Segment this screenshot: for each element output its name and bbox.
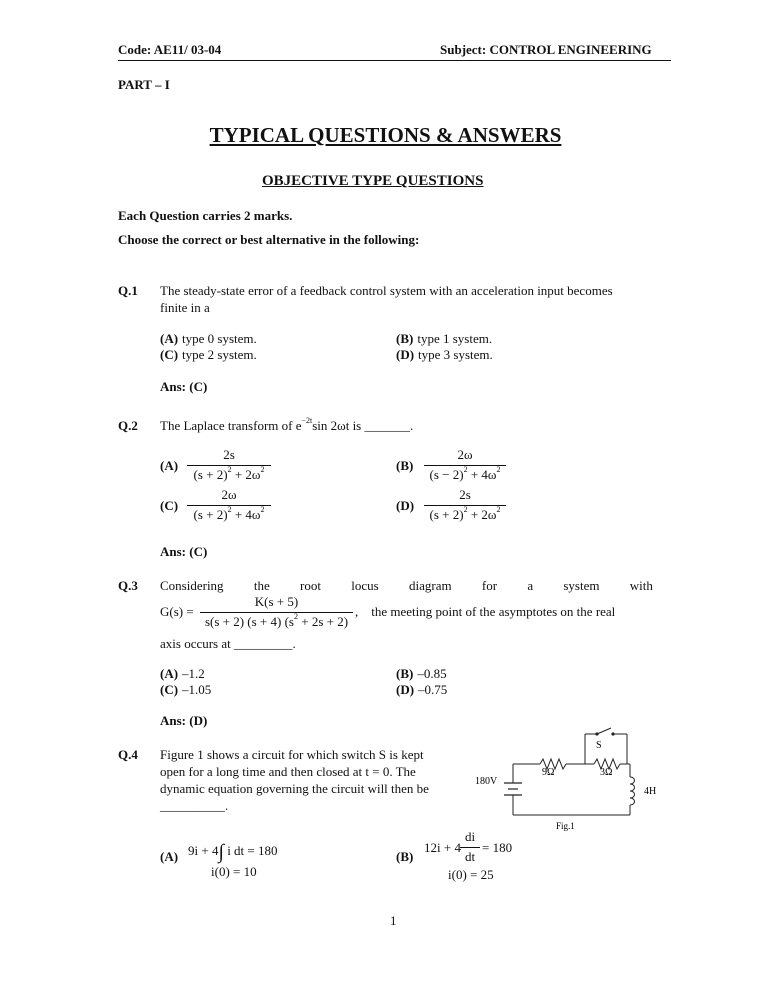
header-code: Code: AE11/ 03-04 xyxy=(118,42,222,57)
q3-text-line1: Considering the root locus diagram for a system with xyxy=(160,578,653,593)
q1-text-line2: finite in a xyxy=(160,300,210,315)
q4-option-b-initial: i(0) = 25 xyxy=(448,867,494,882)
q4-option-b-derivative: di dt xyxy=(460,829,480,865)
q3-text-line3: axis occurs at _________. xyxy=(160,636,296,651)
q2-option-b-fraction: 2ω $(s - 2)^2 + 4\omega^2$ xyxy=(424,447,506,483)
q4-option-b-post: = 180 xyxy=(482,840,513,855)
q2-option-a-fraction: 2s $(s + 2)^2 + 2\omega^2$ xyxy=(187,447,271,483)
header-rule xyxy=(118,60,671,61)
q1-text-line1: The steady-state error of a feedback control system with an acceleration input becomes xyxy=(160,283,613,298)
page-title: TYPICAL QUESTIONS & ANSWERS xyxy=(209,123,562,147)
integral-sign: ∫ xyxy=(218,841,224,863)
page-subtitle: OBJECTIVE TYPE QUESTIONS xyxy=(262,173,484,189)
q3-text-line2: , the meeting point of the asymptotes on the real xyxy=(355,604,616,619)
q3-number: Q.3 xyxy=(118,578,138,593)
q2-option-c-fraction: 2ω $(s + 2)^2 + 4\omega^2$ xyxy=(187,487,271,523)
source-label: 180V xyxy=(475,776,498,787)
q3-option-c: (C) –1.05 xyxy=(160,682,212,697)
instruction-choose: Choose the correct or best alternative in the following: xyxy=(118,232,420,247)
q4-option-b-pre: 12i + 4 xyxy=(424,840,461,855)
figure-caption: Fig.1 xyxy=(556,821,575,831)
q2-number: Q.2 xyxy=(118,418,138,433)
q1-option-d: (D) type 3 system. xyxy=(396,347,493,362)
q2-option-c-label: (C) xyxy=(160,498,179,513)
q4-text-line2: open for a long time and then closed at t = 0. The xyxy=(160,764,416,779)
q3-option-b: (B) –0.85 xyxy=(396,666,447,681)
r2-label: 3Ω xyxy=(600,767,613,778)
q2-answer: Ans: (C) xyxy=(160,544,208,559)
q1-option-a: (A) type 0 system. xyxy=(160,331,257,346)
q1-answer: Ans: (C) xyxy=(160,379,208,394)
q4-text-line4: __________. xyxy=(160,798,229,813)
q1-option-c: (C) type 2 system. xyxy=(160,347,257,362)
q3-g-fraction: K(s + 5) s(s + 2) (s + 4) $(s^2 + 2s + 2)$ xyxy=(200,594,353,630)
circuit-figure xyxy=(470,722,670,832)
header-subject: Subject: CONTROL ENGINEERING xyxy=(440,42,652,57)
q4-text-line1: Figure 1 shows a circuit for which switch S is kept xyxy=(160,747,424,762)
q2-text: The Laplace transform of $e^{-2t}\sin$ 2ωt is _______. xyxy=(160,416,414,433)
r1-label: 9Ω xyxy=(542,767,555,778)
q3-g-lhs: G(s) = xyxy=(160,604,194,619)
q2-option-b-label: (B) xyxy=(396,458,414,473)
inductor-4h xyxy=(630,777,635,805)
switch-s xyxy=(597,728,611,734)
q4-option-a-equation: 9i + 4∫ i dt = 180 xyxy=(188,841,278,863)
q3-answer: Ans: (D) xyxy=(160,713,208,728)
instruction-marks: Each Question carries 2 marks. xyxy=(118,208,293,223)
q4-option-b-label: (B) xyxy=(396,849,414,864)
q4-option-a-initial: i(0) = 10 xyxy=(211,864,257,879)
q2-option-d-label: (D) xyxy=(396,498,415,513)
q3-option-a: (A) –1.2 xyxy=(160,666,205,681)
q4-number: Q.4 xyxy=(118,747,138,762)
part-label: PART – I xyxy=(118,77,170,92)
switch-label: S xyxy=(596,740,602,751)
q4-option-a-label: (A) xyxy=(160,849,179,864)
q2-option-d-fraction: 2s $(s + 2)^2 + 2\omega^2$ xyxy=(424,487,506,523)
q1-number: Q.1 xyxy=(118,283,138,298)
q4-text-line3: dynamic equation governing the circuit will then be xyxy=(160,781,429,796)
q1-option-b: (B) type 1 system. xyxy=(396,331,493,346)
q3-option-d: (D) –0.75 xyxy=(396,682,448,697)
page-number: 1 xyxy=(390,913,397,928)
inductor-label: 4H xyxy=(644,786,657,797)
q2-option-a-label: (A) xyxy=(160,458,179,473)
